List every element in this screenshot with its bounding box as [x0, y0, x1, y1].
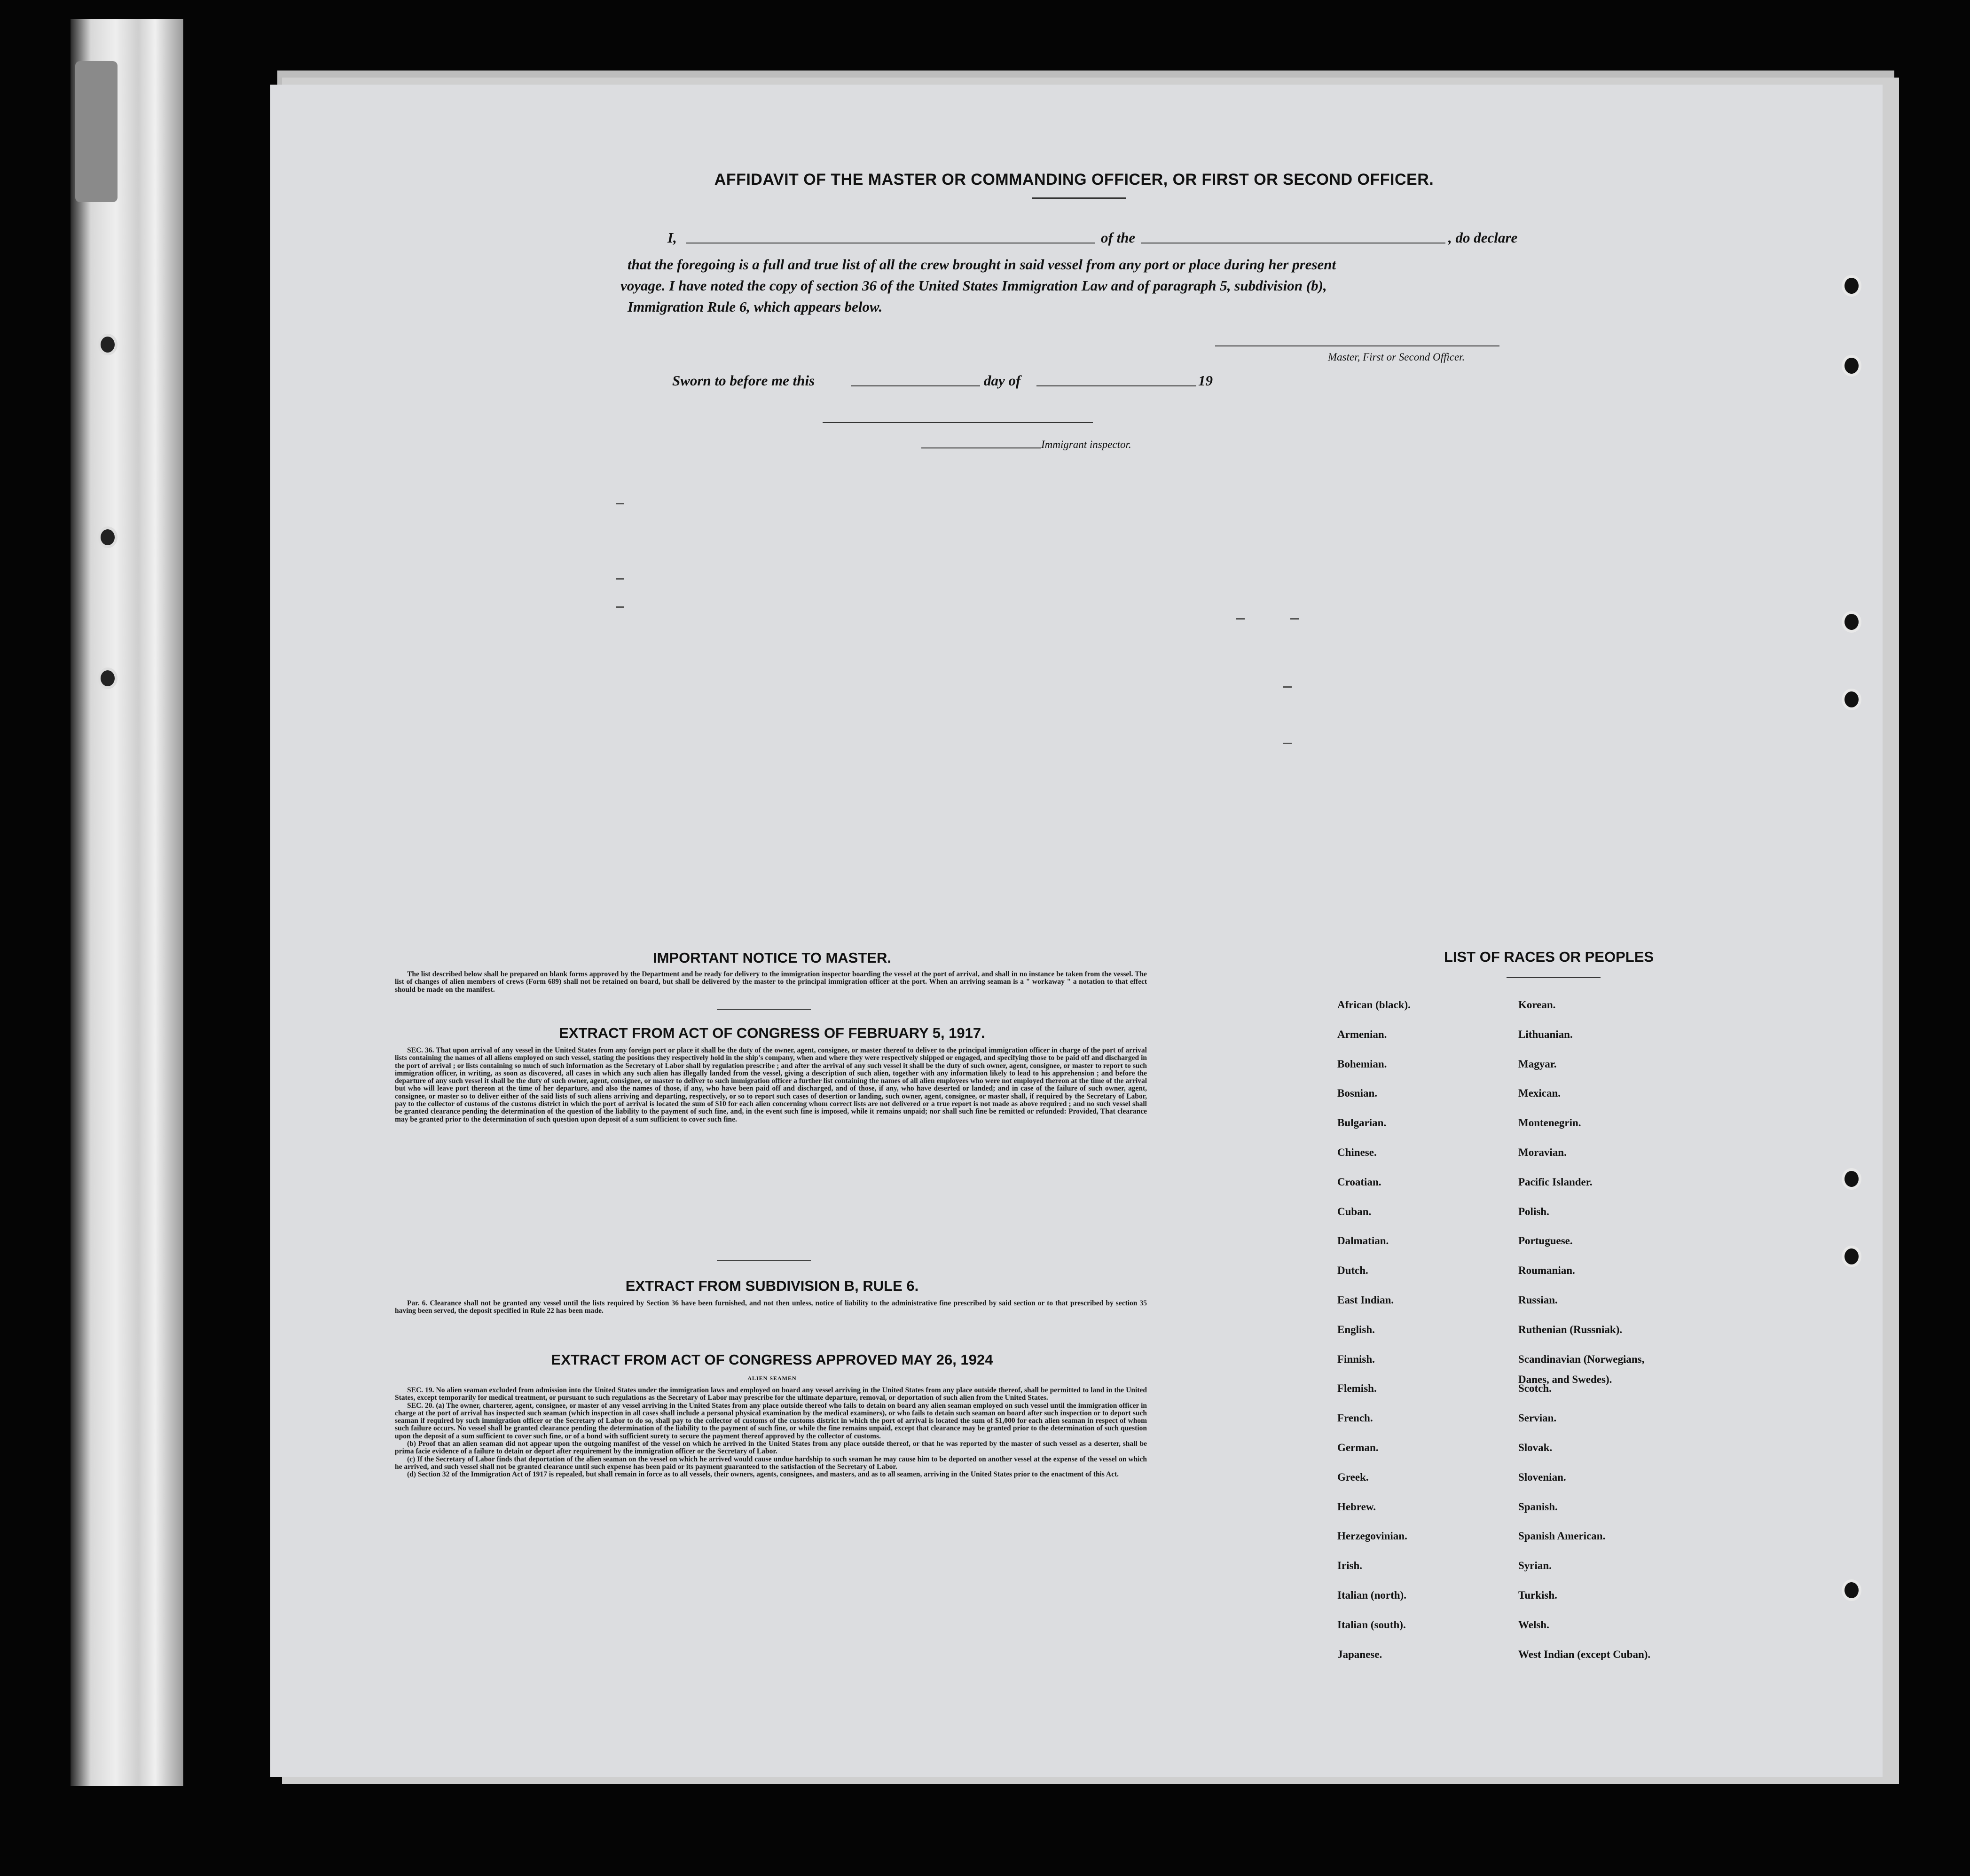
- punch-hole: [98, 667, 118, 689]
- races-title-rule: [1507, 977, 1601, 978]
- rule6-title: EXTRACT FROM SUBDIVISION B, RULE 6.: [625, 1278, 919, 1294]
- punch-hole: [1842, 275, 1861, 297]
- rule6-paragraph: Par. 6. Clearance shall not be granted any vessel until the lists required by Section 36 have been furnished, and not then unless, notice of liability to the administrative fine prescribed by said section or to that prescribed by section 35 having been served, the deposit specified in Rule 22 has been made.: [395, 1299, 1147, 1315]
- of-the-label: of the: [1095, 229, 1141, 246]
- inspector-caption: Immigrant inspector.: [1041, 439, 1131, 450]
- extract-1924-p3: (b) Proof that an alien seaman did not appear upon the outgoing manifest of the vessel on which he arrived in the United States from any place outside thereof, or that he was reported by the master of such vessel as a deserter, shall be prima facie evidence of a failure to detain or deport after requirement by the immigration officer or the Secretary of Labor.: [395, 1440, 1147, 1456]
- race-item: Magyar.: [1518, 1058, 1557, 1070]
- race-item: German.: [1337, 1442, 1379, 1453]
- inspector-caption-line: [921, 447, 1041, 448]
- punch-hole: [1842, 1579, 1861, 1601]
- show-through-mark: [1236, 618, 1245, 620]
- inspector-line: [823, 422, 1093, 423]
- signature-caption: Master, First or Second Officer.: [1328, 351, 1465, 363]
- race-item: Servian.: [1518, 1412, 1557, 1424]
- race-item: Moravian.: [1518, 1146, 1567, 1158]
- punch-hole: [1842, 1246, 1861, 1267]
- race-item: Chinese.: [1337, 1146, 1377, 1158]
- race-item: Russian.: [1518, 1294, 1558, 1306]
- extract-1924-subtitle: ALIEN SEAMEN: [747, 1375, 797, 1381]
- punch-hole: [98, 526, 118, 548]
- show-through-mark: [1290, 618, 1299, 620]
- binding-strip: [71, 19, 183, 1786]
- race-item: English.: [1337, 1323, 1375, 1335]
- race-item: Spanish.: [1518, 1500, 1558, 1513]
- race-item: Spanish American.: [1518, 1530, 1606, 1542]
- punch-hole: [1842, 611, 1861, 633]
- race-item: Polish.: [1518, 1205, 1549, 1217]
- race-item: East Indian.: [1337, 1294, 1394, 1306]
- race-item: Bohemian.: [1337, 1058, 1387, 1070]
- race-item: Armenian.: [1337, 1028, 1387, 1040]
- signature-line: [1215, 345, 1499, 346]
- race-item: Scotch.: [1518, 1382, 1552, 1395]
- punch-hole: [1842, 1168, 1861, 1190]
- extract-1917-text: [395, 1047, 1147, 1123]
- race-item: Greek.: [1337, 1471, 1369, 1483]
- race-item: Slovenian.: [1518, 1471, 1566, 1483]
- race-item: Mexican.: [1518, 1087, 1561, 1099]
- extract-1917-paragraph: SEC. 36. That upon arrival of any vessel in the United States from any foreign port or place it shall be the duty of the owner, agent, consignee, or master thereof to deliver to the principal immigration officer in charge of the port of arrival lists containing the names of all aliens employed on such vessel, stating the positions they respectively hold in the ship's company, when and where they were respectively shipped or engaged, and specifying those to be paid off and discharged in the port of arrival ; or lists containing so much of such information as the Secretary of Labor shall by regulation prescribe ; and after the arrival of any such vessel it shall be the duty of such owner, agent, consignee, or master to report to such immigration officer, in writing, as soon as discovered, all cases in which any such alien has illegally landed from the vessel, giving a description of such alien, together with any information likely to lead to his apprehension ; and before the departure of any such vessel it shall be the duty of such owner, agent, consignee, or master to deliver to such immigration officer a further list containing the names of all alien employees who were not employed thereon at the time of the arrival but who will leave port thereon at the time of her departure, and also the names of those, if any, who have been paid off and discharged, and of those, if any, who have deserted or landed; and in case of the failure of such owner, agent, consignee, or master so to deliver either of the said lists of such aliens arriving and departing, respectively, or so to report such cases of desertion or landing, such owner, agent, consignee, or master shall, if required by the Secretary of Labor, pay to the collector of customs of the customs district in which the port of arrival is located the sum of $10 for each alien concerning whom correct lists are not delivered or a true report is not made as above required ; and no such vessel shall be granted clearance pending the determination of the question of the liability to the payment of such fine, and, in the event such fine is imposed, while it remains unpaid; nor shall such fine be remitted or refunded: Provided, That clearance may be granted prior to the determination of such question upon deposit of a sum sufficient to cover such fine.: [395, 1046, 1147, 1123]
- race-item: Lithuanian.: [1518, 1028, 1573, 1040]
- race-item: Dalmatian.: [1337, 1235, 1389, 1247]
- race-item: Herzegovinian.: [1337, 1530, 1407, 1542]
- race-item: Dutch.: [1337, 1264, 1368, 1277]
- race-item: Italian (south).: [1337, 1618, 1406, 1631]
- section-rule: [717, 1009, 811, 1010]
- extract-1924-p1: SEC. 19. No alien seaman excluded from admission into the United States under the immigration laws and employed on board any vessel arriving in the United States from any place outside thereof, shall be permitted to land in the United States, except temporarily for medical treatment, or pursuant to such regulations as the Secretary of Labor may prescribe for the ultimate departure, removal, or deportation of such alien from the United States.: [395, 1386, 1147, 1402]
- race-item: Croatian.: [1337, 1176, 1381, 1188]
- race-item-continuation: Danes, and Swedes).: [1518, 1374, 1612, 1385]
- punch-hole: [1842, 689, 1861, 710]
- race-item: Finnish.: [1337, 1353, 1375, 1365]
- affidavit-text-line1: that the foregoing is a full and true list of all the crew brought in said vessel from any port or place during her present: [628, 256, 1336, 273]
- show-through-mark: [616, 578, 624, 580]
- notice-paragraph: The list described below shall be prepared on blank forms approved by the Department and be ready for delivery to the immigration inspector boarding the vessel at the port of arrival, and shall in no instance be taken from the vessel. The list of changes of alien members of crews (Form 689) shall not be retained on board, but shall be delivered by the master to the principal immigration officer at the port. When an arriving seaman is a " workaway " a notation to that effect should be made on the manifest.: [395, 970, 1147, 994]
- race-item: Korean.: [1518, 999, 1556, 1011]
- race-item: Italian (north).: [1337, 1589, 1406, 1601]
- race-item: Flemish.: [1337, 1382, 1377, 1395]
- extract-1924-text: [395, 1387, 1147, 1479]
- race-item: Bulgarian.: [1337, 1117, 1387, 1129]
- show-through-mark: [616, 503, 624, 504]
- extract-1924-title: EXTRACT FROM ACT OF CONGRESS APPROVED MAY 26, 1924: [551, 1351, 993, 1368]
- race-item: Pacific Islander.: [1518, 1176, 1593, 1188]
- race-item: Portuguese.: [1518, 1235, 1573, 1247]
- race-item: Japanese.: [1337, 1648, 1382, 1660]
- race-item: Montenegrin.: [1518, 1117, 1581, 1129]
- race-item: Scandinavian (Norwegians,: [1518, 1353, 1645, 1365]
- i-label: I,: [667, 229, 677, 246]
- section-rule: [717, 1260, 811, 1261]
- race-item: Slovak.: [1518, 1442, 1553, 1453]
- extract-1917-title: EXTRACT FROM ACT OF CONGRESS OF FEBRUARY 5, 1917.: [559, 1025, 985, 1041]
- race-item: West Indian (except Cuban).: [1518, 1648, 1651, 1660]
- race-item: Turkish.: [1518, 1589, 1557, 1601]
- extract-1924-p5: (d) Section 32 of the Immigration Act of 1917 is repealed, but shall remain in force as to all vessels, their owners, agents, consignees, and masters, and as to all seamen, arriving in the United States prior to the enactment of this Act.: [407, 1470, 1119, 1479]
- punch-hole: [98, 334, 118, 355]
- day-of-label: day of: [980, 372, 1024, 389]
- year-prefix: 19: [1196, 372, 1213, 389]
- affidavit-text-line2: voyage. I have noted the copy of section 36 of the United States Immigration Law and of paragraph 5, subdivision (b),: [620, 277, 1327, 294]
- month-blank: [1036, 385, 1201, 386]
- document-page: [270, 85, 1883, 1777]
- title-rule: [1032, 197, 1126, 199]
- race-item: Irish.: [1337, 1560, 1363, 1572]
- extract-1924-p4: (c) If the Secretary of Labor finds that deportation of the alien seaman on the vessel on which he arrived would cause undue hardship to such seaman he may cause him to be deported on another vessel at the expense of the vessel on which he arrived, and such vessel shall not be granted clearance until such expense has been paid or its payment guaranteed to the satisfaction of the Secretary of Labor.: [395, 1455, 1147, 1471]
- show-through-mark: [616, 606, 624, 608]
- race-item: Welsh.: [1518, 1618, 1549, 1631]
- race-item: African (black).: [1337, 999, 1411, 1011]
- race-item: Bosnian.: [1337, 1087, 1378, 1099]
- do-declare-label: , do declare: [1445, 229, 1517, 246]
- extract-1924-p2: SEC. 20. (a) The owner, charterer, agent, consignee, or master of any vessel arriving in the United States from any place outside thereof who fails to detain on board any alien seaman employed on such vessel until the immigration officer in charge at the port of arrival has inspected such seaman (which inspection in all cases shall include a personal physical examination by the medical examiners), or who fails to detain such seaman on board after such inspection or to deport such seaman if required by such immigration officer or the Secretary of Labor to do so, shall pay to the collector of customs of the customs district in which the port of arrival is located the sum of $1,000 for each alien seaman in respect of whom such failure occurs. No vessel shall be granted clearance pending the determination of the liability to the payment of such fine, or while the fine remains unpaid, except that clearance may be granted prior to the determination of such question upon the deposit of a sum sufficient to cover such fine, or of a bond with sufficient surety to secure the payment thereof approved by the collector of customs.: [395, 1401, 1147, 1440]
- affidavit-text-line3: Immigration Rule 6, which appears below.: [628, 298, 883, 315]
- race-item: Roumanian.: [1518, 1264, 1575, 1277]
- punch-hole: [1842, 355, 1861, 377]
- sworn-label: Sworn to before me this: [672, 372, 815, 389]
- show-through-mark: [1283, 743, 1292, 744]
- day-blank: [851, 385, 987, 386]
- affidavit-title: AFFIDAVIT OF THE MASTER OR COMMANDING OFFICER, OR FIRST OR SECOND OFFICER.: [714, 171, 1434, 188]
- show-through-mark: [1283, 686, 1292, 688]
- race-item: Ruthenian (Russniak).: [1518, 1323, 1623, 1335]
- race-item: Hebrew.: [1337, 1500, 1376, 1513]
- binding-tab: [75, 61, 118, 202]
- races-title: LIST OF RACES OR PEOPLES: [1444, 949, 1654, 965]
- race-item: French.: [1337, 1412, 1373, 1424]
- rule6-text: [395, 1300, 1147, 1315]
- notice-text: [395, 971, 1147, 994]
- race-item: Syrian.: [1518, 1560, 1552, 1572]
- race-item: Cuban.: [1337, 1205, 1372, 1217]
- notice-title: IMPORTANT NOTICE TO MASTER.: [653, 950, 891, 966]
